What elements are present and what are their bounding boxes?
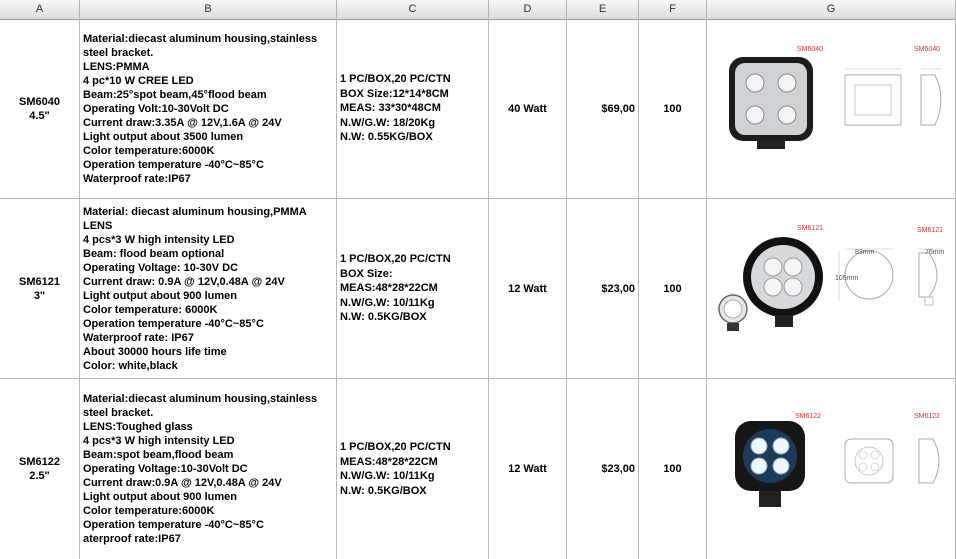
image-cell[interactable] [707,199,956,378]
packing-line: MEAS:48*28*22CM [340,455,438,468]
quantity-cell[interactable]: 100 [639,379,707,559]
packing-line: N.W/G.W: 10/11Kg [340,296,435,309]
description-cell[interactable] [80,379,337,559]
model-name: SM6121 [19,275,60,288]
model-cell[interactable] [0,199,80,378]
wattage-cell[interactable]: 12 Watt [489,379,567,559]
column-header-f[interactable]: F [639,0,707,19]
description-line: Material:diecast aluminum housing,stainless [83,32,318,45]
image-model-label: SM6122 [795,413,822,420]
table-row [0,379,956,559]
model-cell[interactable] [0,379,80,559]
work-light-round-photo [717,229,827,333]
dimension-drawing [837,61,953,137]
dimension-label: 83mm [855,249,875,256]
description-line: Material: diecast aluminum housing,PMMA [83,205,307,218]
description-line: Beam:spot beam,flood beam [83,449,234,461]
description-line: Color temperature:6000K [83,505,215,517]
description-line: Operation temperature -40°C~85°C [83,519,264,531]
description-line: Light output about 3500 lumen [83,130,244,143]
description-cell[interactable] [80,19,337,198]
model-name: SM6122 [19,456,60,468]
dimension-label: 105mm [835,275,859,282]
description-line: Color temperature: 6000K [83,303,218,316]
packing-line: MEAS: 33*30*48CM [340,102,441,115]
description-line: LENS [83,219,113,232]
description-line: Operating Volt:10-30Volt DC [83,102,229,115]
description-line: Material:diecast aluminum housing,stainless [83,393,318,405]
packing-cell[interactable] [337,199,489,378]
description-line: 4 pcs*3 W high intensity LED [83,233,235,246]
description-line: Operation temperature -40°C~85°C [83,317,264,330]
packing-line: BOX Size:12*14*8CM [340,87,449,100]
description-line: Waterproof rate: IP67 [83,331,194,344]
column-header-e[interactable]: E [567,0,639,19]
column-header-c[interactable]: C [337,0,489,19]
table-row [0,19,956,199]
image-model-label: SM6040 [797,46,824,53]
column-header-g[interactable]: G [707,0,956,19]
description-line: Current draw:0.9A @ 12V,0.48A @ 24V [83,477,282,489]
description-line: Beam:25°spot beam,45°flood beam [83,88,267,101]
model-cell[interactable] [0,19,80,198]
description-line: Current draw:3.35A @ 12V,1.6A @ 24V [83,116,282,129]
work-light-square-photo [725,55,819,151]
image-model-label: SM6040 [914,46,941,53]
image-model-label: SM6121 [797,225,824,232]
packing-line: N.W: 0.55KG/BOX [340,131,433,144]
price-cell[interactable]: $69,00 [567,19,639,198]
image-cell[interactable] [707,19,956,198]
packing-cell[interactable] [337,379,489,559]
description-line: steel bracket. [83,407,154,419]
column-header-b[interactable]: B [80,0,337,19]
quantity-cell[interactable]: 100 [639,199,707,378]
packing-cell[interactable] [337,19,489,198]
packing-line: 1 PC/BOX,20 PC/CTN [340,253,451,266]
description-line: Current draw: 0.9A @ 12V,0.48A @ 24V [83,275,285,288]
description-line: aterproof rate:IP67 [83,533,181,545]
price-cell[interactable]: $23,00 [567,379,639,559]
dimension-drawing [837,433,953,489]
packing-line: 1 PC/BOX,20 PC/CTN [340,73,451,86]
column-header-a[interactable]: A [0,0,80,19]
packing-line: 1 PC/BOX,20 PC/CTN [340,441,451,453]
description-line: Waterproof rate:IP67 [83,172,191,185]
wattage-cell[interactable]: 40 Watt [489,19,567,198]
column-header-d[interactable]: D [489,0,567,19]
description-line: Operating Voltage: 10-30V DC [83,261,239,274]
model-size: 2.5" [29,470,50,482]
quantity-cell[interactable]: 100 [639,19,707,198]
column-header-bar [0,0,956,20]
table-row [0,199,956,379]
packing-line: N.W/G.W: 18/20Kg [340,116,436,129]
description-line: 4 pcs*3 W high intensity LED [83,435,235,447]
model-size: 3" [33,289,46,302]
packing-line: N.W: 0.5KG/BOX [340,311,427,324]
description-line: LENS:Toughed glass [83,421,193,433]
image-model-label: SM6121 [917,227,944,234]
description-line: LENS:PMMA [83,60,150,73]
description-line: Color: white,black [83,359,178,372]
description-line: About 30000 hours life time [83,345,227,358]
description-line: Light output about 900 lumen [83,289,237,302]
wattage-cell[interactable]: 12 Watt [489,199,567,378]
model-size: 4.5" [29,109,50,122]
description-line: steel bracket. [83,46,154,59]
image-cell[interactable] [707,379,956,559]
model-name: SM6040 [19,95,60,108]
description-line: Light output about 900 lumen [83,491,237,503]
dimension-label: 76mm [925,249,945,256]
description-cell[interactable] [80,199,337,378]
description-line: Color temperature:6000K [83,144,215,157]
description-line: Operation temperature -40°C~85°C [83,158,264,171]
image-model-label: SM6122 [914,413,941,420]
packing-line: N.W: 0.5KG/BOX [340,484,427,497]
packing-line: N.W/G.W: 10/11Kg [340,470,435,482]
description-line: Operating Voltage:10-30Volt DC [83,463,248,475]
price-cell[interactable]: $23,00 [567,199,639,378]
work-light-compact-photo [731,419,811,513]
description-line: Beam: flood beam optional [83,247,225,260]
description-line: 4 pc*10 W CREE LED [83,74,194,87]
packing-line: MEAS:48*28*22CM [340,282,438,295]
packing-line: BOX Size: [340,267,393,280]
